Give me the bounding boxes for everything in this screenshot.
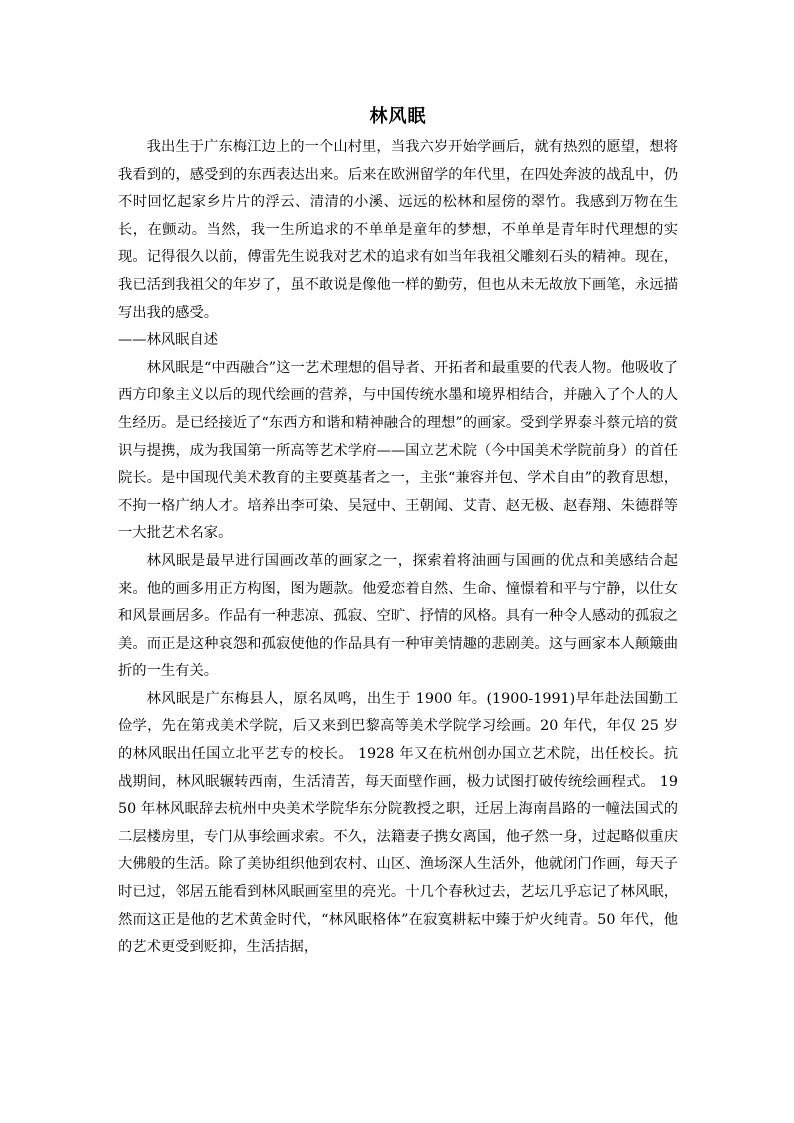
quote-signature: ——林风眠自述 <box>118 332 219 349</box>
body-paragraph-2: 林风眠是最早进行国画改革的画家之一，探索着将油画与国画的优点和美感结合起来。他的画多用正方构图，图为题款。他爱恋着自然、生命、憧憬着和平与宁静，以仕女和风景画居多。作品有一种悲凉、孤寂、空旷、抒情的风格。具有一种令人感动的孤寂之美。而正是这种哀怨和孤寂使他的作品具有一种审美情趣的悲剧美。这与画家本人颠簸曲折的一生有关。 <box>118 552 678 680</box>
body-paragraph-3: 林风眠是广东梅县人，原名凤鸣，出生于 1900 年。(1900-1991)早年赴法国勤工俭学，先在第戎美术学院，后又来到巴黎高等美术学院学习绘画。20 年代，年仅 25 岁的林风眠出任国立北平艺专的校长。 1928 年又在杭州创办国立艺术院，出任校长。抗战期间，林风眠辗转西南，生活清苦，每天面壁作画，极力试图打破传统绘画程式。 1950 年林风眠辞去杭州中央美术学院华东分院教授之职，迁居上海南昌路的一幢法国式的二层楼房里，专门从事绘画求索。不久，法籍妻子携女离国，他孑然一身，过起略似重庆大佛般的生活。除了美协组织他到农村、山区、渔场深人生活外，他就闭门作画，每天子时已过，邻居五能看到林风眠画室里的亮光。十几个春秋过去，艺坛几乎忘记了林风眠，然而这正是他的艺术黄金时代，“林风眠格体”在寂寞耕耘中臻于炉火纯青。50 年代，他的艺术更受到贬抑，生活拮据， <box>118 690 678 956</box>
body-paragraph-1: 林风眠是“中西融合”这一艺术理想的倡导者、开拓者和最重要的代表人物。他吸收了西方印象主义以后的现代绘画的营养，与中国传统水墨和境界相结合，并融入了个人的人生经历。是已经接近了“东西方和谐和精神融合的理想”的画家。受到学界泰斗蔡元培的赏识与提携，成为我国第一所高等艺术学府——国立艺术院（今中国美术学院前身）的首任院长。是中国现代美术教育的主要奠基者之一，主张“兼容并包、学术自由”的教育思想，不拘一格广纳人才。培养出李可染、吴冠中、王朝闻、艾青、赵无极、赵春翔、朱德群等一大批艺术名家。 <box>118 359 678 542</box>
quote-paragraph: 我出生于广东梅江边上的一个山村里，当我六岁开始学画后，就有热烈的愿望，想将我看到的，感受到的东西表达出来。后来在欧洲留学的年代里，在四处奔波的战乱中，仍不时回忆起家乡片片的浮云、清清的小溪、远远的松林和屋傍的翠竹。我感到万物在生长，在颤动。当然，我一生所追求的不单单是童年的梦想，不单单是青年时代理想的实现。记得很久以前，傅雷先生说我对艺术的追求有如当年我祖父雕刻石头的精神。现在，我已活到我祖父的年岁了，虽不敢说是像他一样的勤劳，但也从未无故放下画笔，永远描写出我的感受。 <box>118 139 678 321</box>
document-title: 林风眠 <box>369 106 427 127</box>
document-page <box>118 100 678 962</box>
